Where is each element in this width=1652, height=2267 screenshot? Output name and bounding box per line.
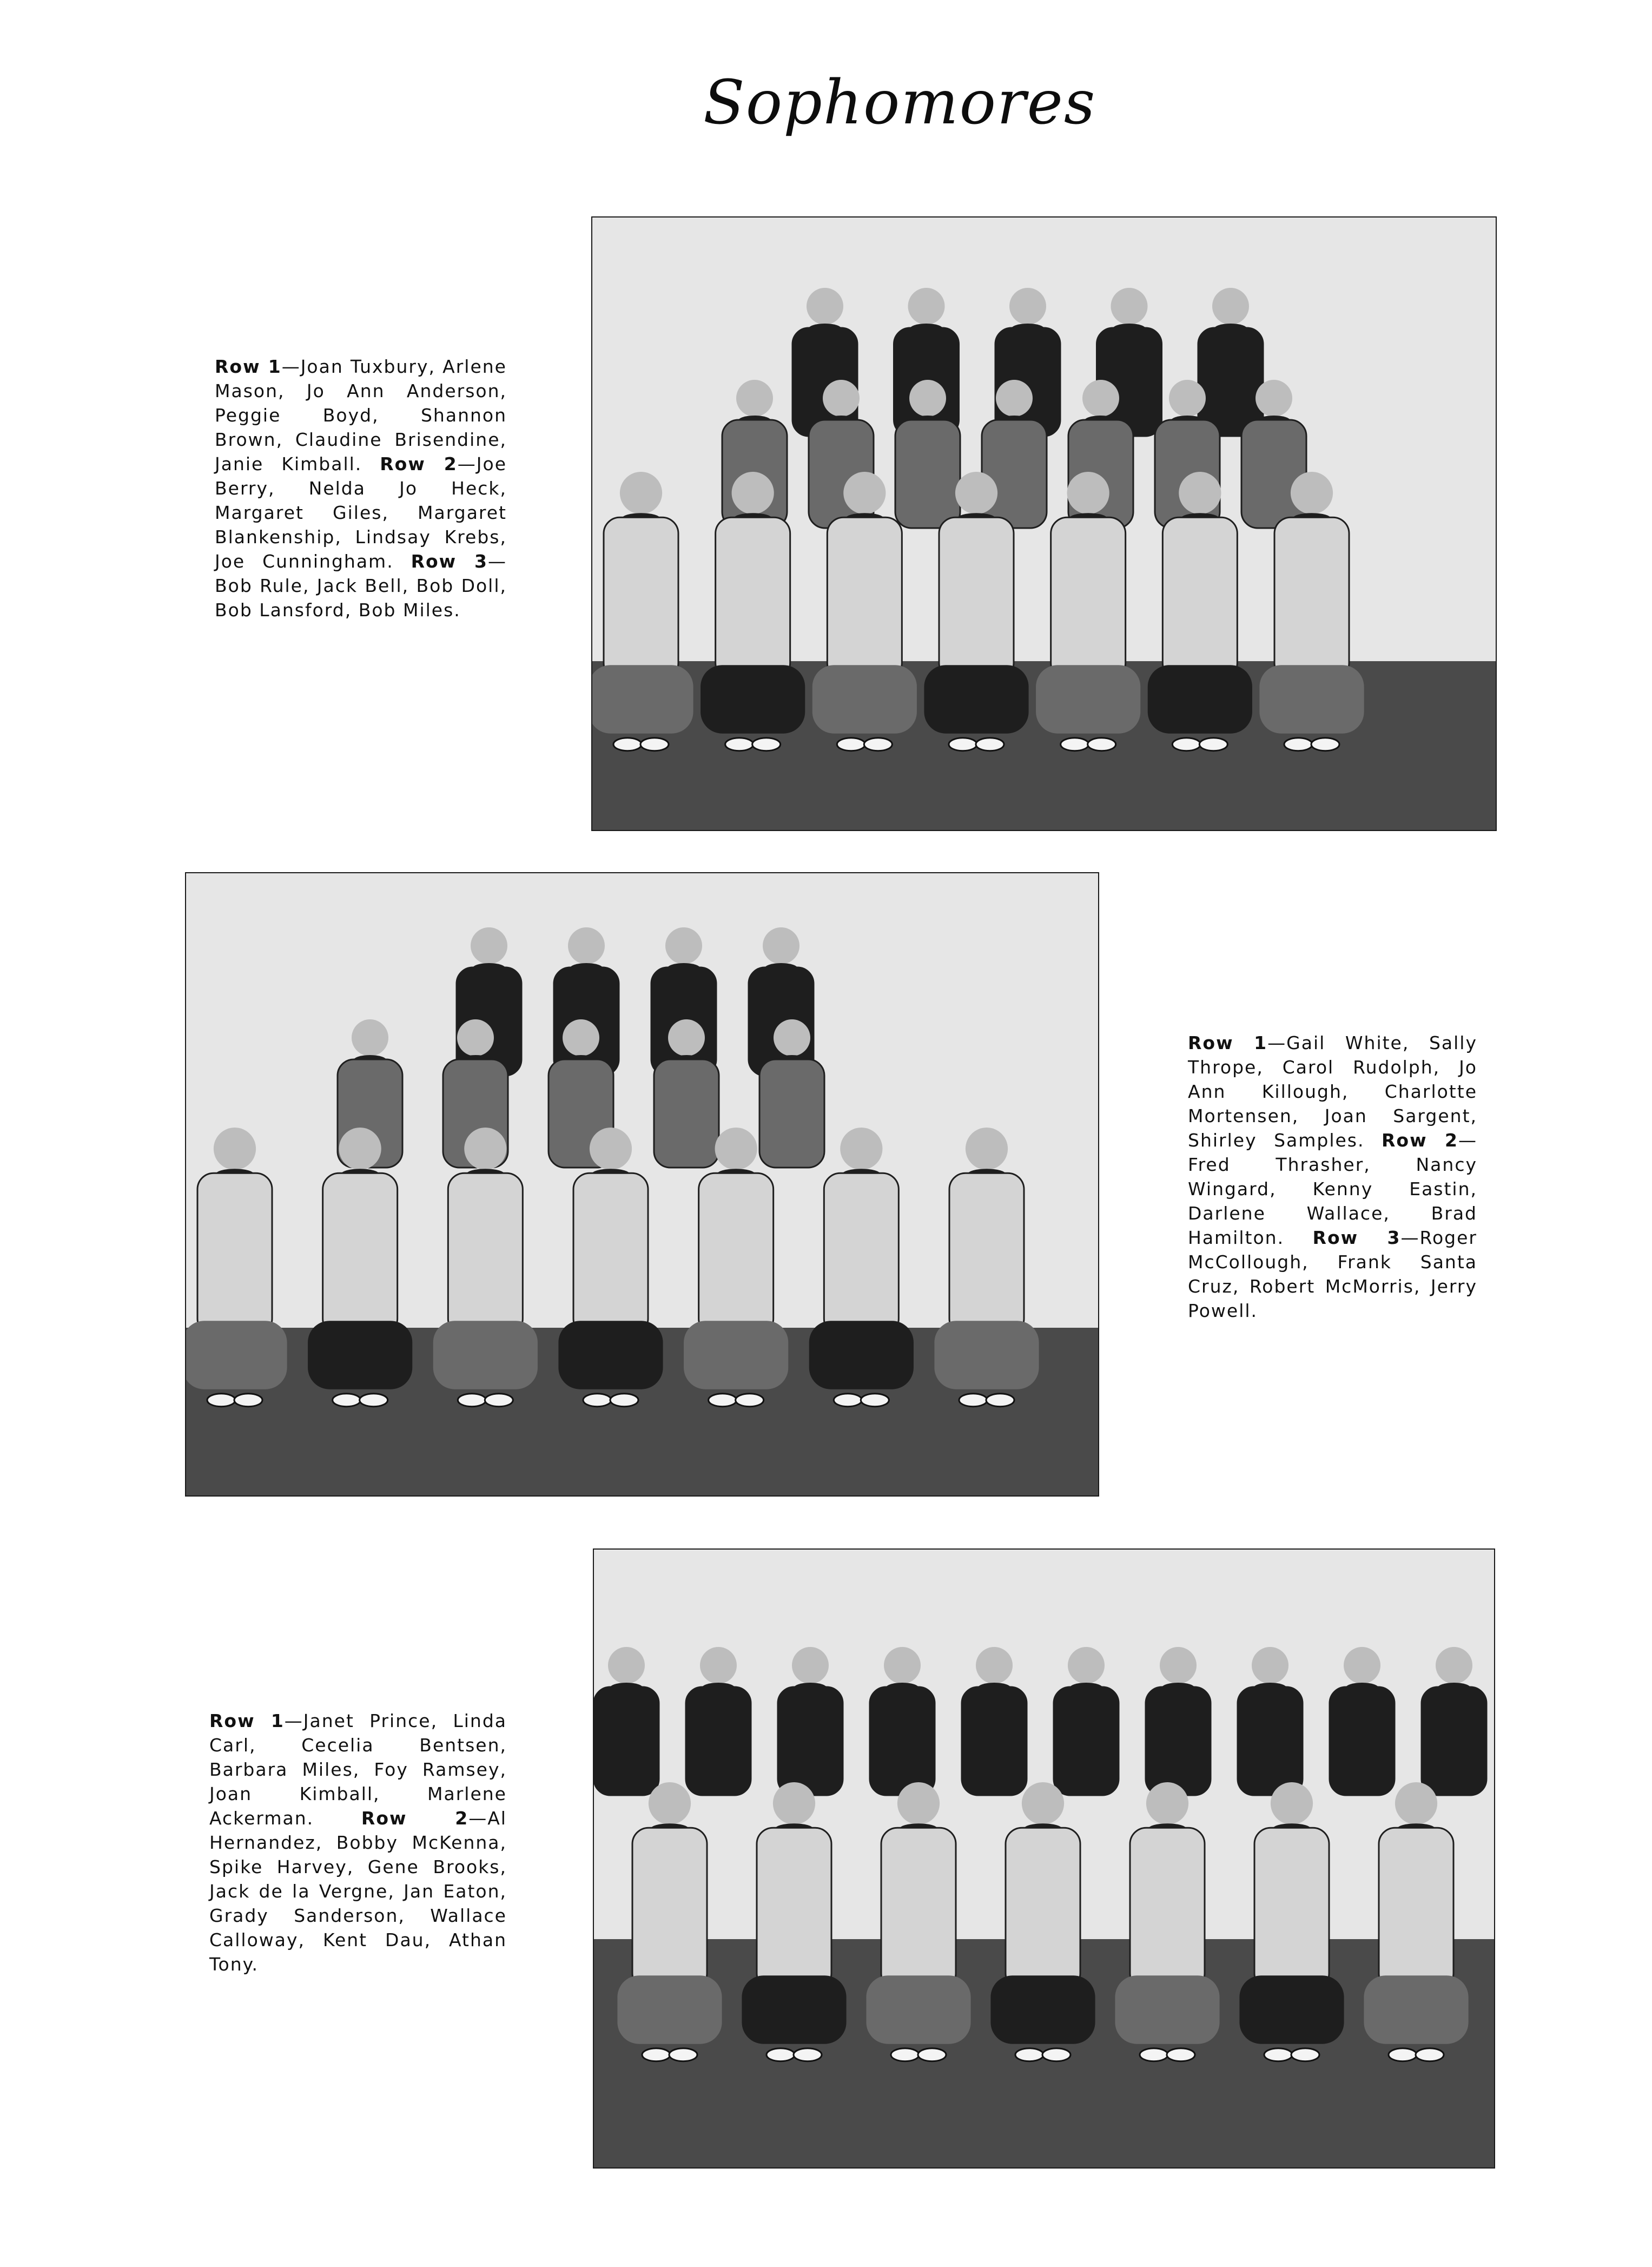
- photo-person-head: [1271, 1782, 1313, 1824]
- photo-person-shoe: [458, 1394, 486, 1407]
- photo-person-shoe: [1389, 2048, 1417, 2061]
- photo-person-head: [668, 1019, 705, 1056]
- photo-person-skirt: [308, 1321, 412, 1389]
- photo-person-body: [1068, 420, 1133, 528]
- photo-person-body: [1254, 1828, 1329, 1989]
- caption-1-row-2-label: Row 2: [380, 453, 458, 475]
- photo-person-head: [563, 1019, 599, 1056]
- photo-person-shoe: [333, 1394, 361, 1407]
- photo-person-head: [1082, 380, 1119, 417]
- photo-person-body: [632, 1828, 707, 1989]
- caption-1-row-1-names: Joan Tuxbury, Arlene Mason, Jo Ann Anderson, Peggie Boyd, Shannon Brown, Claudine Brisendine, Janie Kimball.: [215, 356, 507, 475]
- photo-person-skirt: [924, 665, 1028, 734]
- photo-person-head: [955, 472, 997, 514]
- caption-1-row-2-names: Joe Berry, Nelda Jo Heck, Margaret Giles, Margaret Blankenship, Lindsay Krebs, Joe Cunningham.: [215, 453, 507, 572]
- photo-person-head: [1436, 1647, 1472, 1684]
- photo-person-body: [757, 1828, 831, 1989]
- photo-person-body: [939, 517, 1014, 679]
- photo-person-shoe: [1291, 2048, 1319, 2061]
- photo-person-body: [1006, 1828, 1080, 1989]
- photo-person-head: [715, 1128, 757, 1170]
- photo-person-skirt: [433, 1321, 538, 1389]
- photo-person-skirt: [934, 1321, 1039, 1389]
- photo-person-shoe: [861, 1394, 889, 1407]
- photo-person-head: [763, 927, 799, 964]
- photo-person-skirt: [742, 1975, 846, 2044]
- photo-person-head: [1169, 380, 1206, 417]
- caption-group-3: Row 1—Janet Prince, Linda Carl, Cecelia Bentsen, Barbara Miles, Foy Ramsey, Joan Kimball, Marlene Ackerman. Row 2—Al Hernandez, Bobby McKenna, Spike Harvey, Gene Brooks, Jack de la Vergne, Jan Eaton, Grady Sanderson, Wallace Calloway, Kent Dau, Athan Tony.: [209, 1710, 507, 1975]
- photo-person-skirt: [1036, 665, 1140, 734]
- photo-person-body: [323, 1173, 398, 1335]
- photo-person-head: [1111, 288, 1148, 325]
- photo-person-head: [1160, 1647, 1197, 1684]
- photo-person-shoe: [1140, 2048, 1168, 2061]
- photo-person-body: [1054, 1687, 1119, 1795]
- caption-2-row-1-names: Gail White, Sally Thrope, Carol Rudolph, Jo Ann Killough, Charlotte Mortensen, Joan Sargent, Shirley Samples.: [1188, 1032, 1477, 1151]
- caption-2-row-3-label: Row 3: [1312, 1227, 1401, 1248]
- photo-person-shoe: [1172, 738, 1200, 751]
- photo-person-shoe: [918, 2048, 946, 2061]
- photo-person-shoe: [1015, 2048, 1043, 2061]
- group-photo-1: [591, 216, 1497, 831]
- photo-person-head: [884, 1647, 921, 1684]
- caption-1-row-3-names: Bob Rule, Jack Bell, Bob Doll, Bob Lansford, Bob Miles.: [215, 575, 507, 621]
- caption-3-row-2-label: Row 2: [361, 1808, 469, 1829]
- photo-person-body: [778, 1687, 843, 1795]
- photo-person-shoe: [1284, 738, 1312, 751]
- photo-person-body: [824, 1173, 898, 1335]
- photo-person-body: [895, 420, 960, 528]
- photo-person-shoe: [669, 2048, 697, 2061]
- photo-person-head: [976, 1647, 1013, 1684]
- photo-person-head: [773, 1782, 815, 1824]
- photo-person-body: [699, 1173, 774, 1335]
- photo-person-body: [1146, 1687, 1211, 1795]
- caption-1-row-1-label: Row 1: [215, 356, 282, 377]
- photo-person-skirt: [1239, 1975, 1344, 2044]
- page-title: Sophomores: [703, 68, 1096, 138]
- photo-person-head: [339, 1128, 381, 1170]
- photo-person-body: [1162, 517, 1237, 679]
- photo-person-shoe: [766, 2048, 795, 2061]
- photo-person-shoe: [642, 2048, 670, 2061]
- photo-person-head: [840, 1128, 882, 1170]
- group-photo-3-image: [594, 1550, 1494, 2167]
- photo-person-head: [807, 288, 843, 325]
- photo-person-head: [1179, 472, 1221, 514]
- photo-person-head: [568, 927, 605, 964]
- photo-person-body: [870, 1687, 935, 1795]
- photo-person-head: [792, 1647, 829, 1684]
- photo-person-head: [843, 472, 886, 514]
- group-photo-1-image: [592, 218, 1496, 830]
- photo-person-body: [654, 1059, 719, 1168]
- photo-person-skirt: [866, 1975, 970, 2044]
- photo-person-shoe: [1042, 2048, 1071, 2061]
- photo-person-body: [1155, 420, 1220, 528]
- caption-2-row-2-names: Fred Thrasher, Nancy Wingard, Kenny Eastin, Darlene Wallace, Brad Hamilton.: [1188, 1154, 1477, 1248]
- photo-person-shoe: [1416, 2048, 1444, 2061]
- photo-person-shoe: [1199, 738, 1227, 751]
- photo-person-body: [949, 1173, 1024, 1335]
- photo-person-body: [962, 1687, 1027, 1795]
- photo-person-skirt: [592, 665, 693, 734]
- photo-person-body: [604, 517, 678, 679]
- photo-person-head: [1395, 1782, 1437, 1824]
- caption-group-1: Row 1—Joan Tuxbury, Arlene Mason, Jo Ann Anderson, Peggie Boyd, Shannon Brown, Claudine Brisendine, Janie Kimball. Row 2—Joe Berry, Nelda Jo Heck, Margaret Giles, Margaret Blankenship, Lindsay Krebs, Joe Cunningham. Row 3—Bob Rule, Jack Bell, Bob Doll, Bob Lansford, Bob Miles.: [215, 356, 507, 621]
- photo-person-body: [1422, 1687, 1486, 1795]
- photo-person-head: [1212, 288, 1249, 325]
- photo-person-body: [1330, 1687, 1395, 1795]
- photo-person-head: [1068, 1647, 1105, 1684]
- photo-person-body: [1379, 1828, 1453, 1989]
- photo-person-shoe: [834, 1394, 862, 1407]
- photo-person-shoe: [583, 1394, 611, 1407]
- caption-2-row-1-label: Row 1: [1188, 1032, 1268, 1053]
- photo-person-body: [759, 1059, 824, 1168]
- photo-person-skirt: [812, 665, 917, 734]
- caption-2-row-3-names: Roger McCollough, Frank Santa Cruz, Robert McMorris, Jerry Powell.: [1188, 1227, 1477, 1321]
- photo-person-shoe: [360, 1394, 388, 1407]
- photo-person-head: [214, 1128, 256, 1170]
- photo-person-skirt: [990, 1975, 1095, 2044]
- photo-person-body: [197, 1173, 272, 1335]
- photo-person-head: [608, 1647, 645, 1684]
- photo-person-head: [996, 380, 1033, 417]
- photo-person-head: [457, 1019, 494, 1056]
- photo-person-skirt: [684, 1321, 788, 1389]
- caption-2-row-2-label: Row 2: [1381, 1130, 1458, 1151]
- photo-person-shoe: [610, 1394, 638, 1407]
- photo-person-head: [966, 1128, 1008, 1170]
- photo-person-shoe: [891, 2048, 919, 2061]
- photo-person-body: [573, 1173, 648, 1335]
- photo-person-body: [982, 420, 1047, 528]
- photo-person-head: [908, 288, 945, 325]
- photo-person-head: [774, 1019, 810, 1056]
- photo-person-head: [590, 1128, 632, 1170]
- photo-person-shoe: [949, 738, 977, 751]
- photo-person-shoe: [864, 738, 892, 751]
- photo-person-head: [823, 380, 860, 417]
- group-photo-2: [185, 872, 1099, 1497]
- photo-person-body: [827, 517, 902, 679]
- caption-3-row-2-names: Al Hernandez, Bobby McKenna, Spike Harvey, Gene Brooks, Jack de la Vergne, Jan Eaton, Grady Sanderson, Wallace Calloway, Kent Dau, Athan Tony.: [209, 1808, 507, 1975]
- photo-person-body: [1051, 517, 1126, 679]
- photo-person-shoe: [613, 738, 642, 751]
- photo-person-head: [1067, 472, 1109, 514]
- photo-person-head: [1344, 1647, 1380, 1684]
- photo-person-skirt: [1364, 1975, 1468, 2044]
- photo-person-shoe: [1311, 738, 1339, 751]
- photo-person-shoe: [1061, 738, 1089, 751]
- group-photo-3: [593, 1548, 1495, 2169]
- caption-3-row-1-names: Janet Prince, Linda Carl, Cecelia Bentsen, Barbara Miles, Foy Ramsey, Joan Kimball, Marlene Ackerman.: [209, 1710, 507, 1829]
- photo-person-shoe: [485, 1394, 513, 1407]
- photo-person-shoe: [736, 1394, 764, 1407]
- photo-person-head: [732, 472, 774, 514]
- photo-person-head: [649, 1782, 691, 1824]
- photo-person-head: [1255, 380, 1292, 417]
- caption-group-2: Row 1—Gail White, Sally Thrope, Carol Rudolph, Jo Ann Killough, Charlotte Mortensen, Joan Sargent, Shirley Samples. Row 2—Fred Thrasher, Nancy Wingard, Kenny Eastin, Darlene Wallace, Brad Hamilton. Row 3—Roger McCollough, Frank Santa Cruz, Robert McMorris, Jerry Powell.: [1188, 1032, 1477, 1321]
- photo-person-head: [1009, 288, 1046, 325]
- photo-person-head: [1022, 1782, 1064, 1824]
- photo-person-body: [448, 1173, 523, 1335]
- photo-person-body: [1274, 517, 1349, 679]
- photo-person-shoe: [794, 2048, 822, 2061]
- photo-person-shoe: [1264, 2048, 1292, 2061]
- photo-person-body: [1130, 1828, 1205, 1989]
- photo-person-head: [352, 1019, 388, 1056]
- photo-person-shoe: [837, 738, 865, 751]
- photo-person-head: [897, 1782, 940, 1824]
- photo-person-skirt: [809, 1321, 914, 1389]
- photo-person-head: [736, 380, 773, 417]
- photo-person-skirt: [701, 665, 805, 734]
- photo-person-shoe: [752, 738, 781, 751]
- photo-person-skirt: [186, 1321, 287, 1389]
- photo-person-head: [620, 472, 662, 514]
- photo-person-head: [700, 1647, 737, 1684]
- photo-person-skirt: [1259, 665, 1364, 734]
- caption-1-row-3-label: Row 3: [411, 551, 488, 572]
- photo-person-body: [881, 1828, 956, 1989]
- photo-person-shoe: [709, 1394, 737, 1407]
- photo-person-head: [665, 927, 702, 964]
- photo-person-skirt: [558, 1321, 663, 1389]
- photo-person-body: [1238, 1687, 1303, 1795]
- photo-person-head: [909, 380, 946, 417]
- photo-person-shoe: [986, 1394, 1014, 1407]
- photo-person-head: [1252, 1647, 1288, 1684]
- photo-person-head: [471, 927, 507, 964]
- photo-person-shoe: [1088, 738, 1116, 751]
- photo-person-head: [464, 1128, 506, 1170]
- photo-person-shoe: [725, 738, 754, 751]
- group-photo-2-image: [186, 873, 1098, 1495]
- photo-person-shoe: [959, 1394, 987, 1407]
- photo-person-shoe: [640, 738, 669, 751]
- photo-person-skirt: [617, 1975, 722, 2044]
- photo-person-shoe: [234, 1394, 262, 1407]
- photo-person-skirt: [1115, 1975, 1219, 2044]
- photo-person-shoe: [976, 738, 1004, 751]
- photo-person-head: [1291, 472, 1333, 514]
- photo-person-body: [716, 517, 790, 679]
- photo-person-shoe: [207, 1394, 235, 1407]
- photo-person-body: [594, 1687, 659, 1795]
- photo-person-shoe: [1167, 2048, 1195, 2061]
- photo-person-body: [1241, 420, 1306, 528]
- photo-person-head: [1146, 1782, 1188, 1824]
- caption-3-row-1-label: Row 1: [209, 1710, 285, 1731]
- photo-person-body: [686, 1687, 751, 1795]
- photo-person-skirt: [1148, 665, 1252, 734]
